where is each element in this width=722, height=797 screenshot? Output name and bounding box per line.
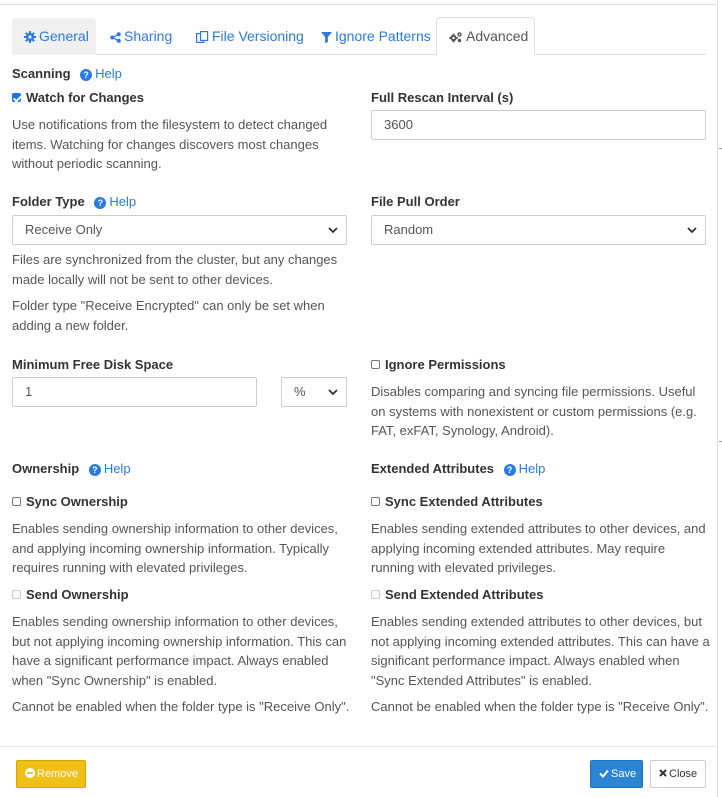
pull-order-label: File Pull Order: [371, 194, 460, 209]
tab-sharing-label: Sharing: [124, 28, 173, 44]
ownership-help-link[interactable]: ? Help: [89, 461, 131, 476]
folder-type-select[interactable]: [12, 215, 347, 245]
question-circle-icon: ?: [504, 464, 516, 476]
rescan-interval-input[interactable]: 3600: [371, 110, 706, 140]
ignore-permissions-description: Disables comparing and syncing file permissions. Useful on systems with nonexistent or custom permissions (e.g. FAT, exFAT, Synology, Android).: [371, 384, 697, 438]
question-circle-icon: ?: [89, 464, 101, 476]
chevron-down-icon: [687, 225, 697, 235]
xattrs-heading: Extended Attributes ? Help: [371, 461, 546, 476]
gear-icon: [24, 31, 36, 43]
folder-type-value: Receive Only: [25, 222, 103, 237]
save-button-label: Save: [611, 768, 637, 780]
filter-icon: [321, 32, 332, 43]
tab-general-label: General: [39, 28, 89, 44]
tab-general[interactable]: [12, 18, 96, 55]
tab-advanced-label: Advanced: [466, 28, 529, 44]
min-disk-space-label: Minimum Free Disk Space: [12, 357, 174, 372]
min-disk-space-input[interactable]: 1: [12, 377, 257, 407]
check-icon: [599, 769, 609, 778]
modal-top-edge: [0, 0, 722, 5]
share-icon: [110, 32, 121, 43]
send-xattrs-description: Enables sending extended attributes to other devices, but not applying incoming extended attributes. This can have a significant performance impact. Always enabled when "Sync Extended Attributes" is enabled.: [371, 614, 710, 688]
modal-footer-divider: [0, 746, 717, 747]
folder-type-encrypted-note: Folder type "Receive Encrypted" can only be set when adding a new folder.: [12, 298, 325, 333]
sync-ownership-checkbox[interactable]: [12, 497, 21, 506]
question-circle-icon: ?: [80, 69, 92, 81]
xattrs-receive-only-note: Cannot be enabled when the folder type is "Receive Only".: [371, 699, 709, 714]
tab-file-versioning[interactable]: [184, 18, 316, 55]
question-circle-icon: ?: [94, 197, 106, 209]
tab-sharing[interactable]: [98, 18, 184, 55]
scanning-heading: Scanning ? Help: [12, 66, 122, 81]
folder-type-help-link[interactable]: ? Help: [94, 194, 136, 209]
sync-xattrs-label: Sync Extended Attributes: [385, 494, 543, 509]
sync-xattrs-row[interactable]: [371, 494, 543, 509]
files-icon: [196, 31, 209, 43]
send-ownership-checkbox: [12, 590, 21, 599]
chevron-down-icon: [328, 387, 338, 397]
send-xattrs-row: [371, 587, 543, 602]
ignore-permissions-label: Ignore Permissions: [385, 357, 506, 372]
tab-ignore-patterns[interactable]: [309, 18, 443, 55]
sync-ownership-description: Enables sending ownership information to other devices, and applying incoming ownership information. Typically requires running with elevated privileges.: [12, 521, 338, 575]
rescan-interval-label: Full Rescan Interval (s): [371, 90, 514, 105]
modal-scroll-edge: [717, 0, 722, 797]
save-button[interactable]: [590, 760, 643, 788]
sync-ownership-row[interactable]: [12, 494, 128, 509]
watch-changes-label: Watch for Changes: [26, 90, 144, 105]
sync-xattrs-description: Enables sending extended attributes to other devices, and applying incoming extended attributes. May require running with elevated privileges.: [371, 521, 706, 575]
scanning-help-link[interactable]: ? Help: [80, 66, 122, 81]
xattrs-help-link[interactable]: ? Help: [504, 461, 546, 476]
watch-changes-checkbox[interactable]: [12, 93, 21, 102]
folder-type-label: Folder Type ? Help: [12, 194, 137, 209]
close-button[interactable]: [650, 760, 706, 788]
close-button-label: Close: [669, 768, 698, 780]
sync-xattrs-checkbox[interactable]: [371, 497, 380, 506]
ownership-receive-only-note: Cannot be enabled when the folder type is "Receive Only".: [12, 699, 350, 714]
folder-type-description: Files are synchronized from the cluster, but any changes made locally will not be sent to other devices.: [12, 252, 338, 287]
watch-changes-row[interactable]: [12, 90, 144, 105]
sync-ownership-label: Sync Ownership: [26, 494, 128, 509]
ownership-heading: Ownership ? Help: [12, 461, 131, 476]
pull-order-select[interactable]: [371, 215, 706, 245]
close-icon: [659, 769, 667, 777]
send-ownership-label: Send Ownership: [26, 587, 129, 602]
min-disk-space-unit-select[interactable]: [281, 377, 347, 407]
pull-order-value: Random: [384, 222, 434, 237]
settings-tabs: [12, 17, 706, 55]
remove-button[interactable]: [16, 760, 86, 788]
send-xattrs-label: Send Extended Attributes: [385, 587, 544, 602]
chevron-down-icon: [328, 225, 338, 235]
tab-ignore-patterns-label: Ignore Patterns: [335, 28, 431, 44]
minus-circle-icon: [25, 768, 35, 778]
send-xattrs-checkbox: [371, 590, 380, 599]
remove-button-label: Remove: [37, 768, 78, 780]
ignore-permissions-row[interactable]: [371, 357, 506, 372]
tab-advanced[interactable]: [436, 17, 535, 56]
send-ownership-row: [12, 587, 129, 602]
gears-icon: [449, 31, 463, 43]
send-ownership-description: Enables sending ownership information to other devices, but not applying incoming ownership information. This can have a significant performance impact. Always enabled when "Sync Ownership" is enabled.: [12, 614, 347, 688]
ignore-permissions-checkbox[interactable]: [371, 360, 380, 369]
watch-changes-description: Use notifications from the filesystem to detect changed items. Watching for changes discovers most changes without periodic scanning.: [12, 117, 328, 171]
tab-file-versioning-label: File Versioning: [212, 28, 304, 44]
min-disk-space-unit-value: %: [294, 384, 306, 399]
